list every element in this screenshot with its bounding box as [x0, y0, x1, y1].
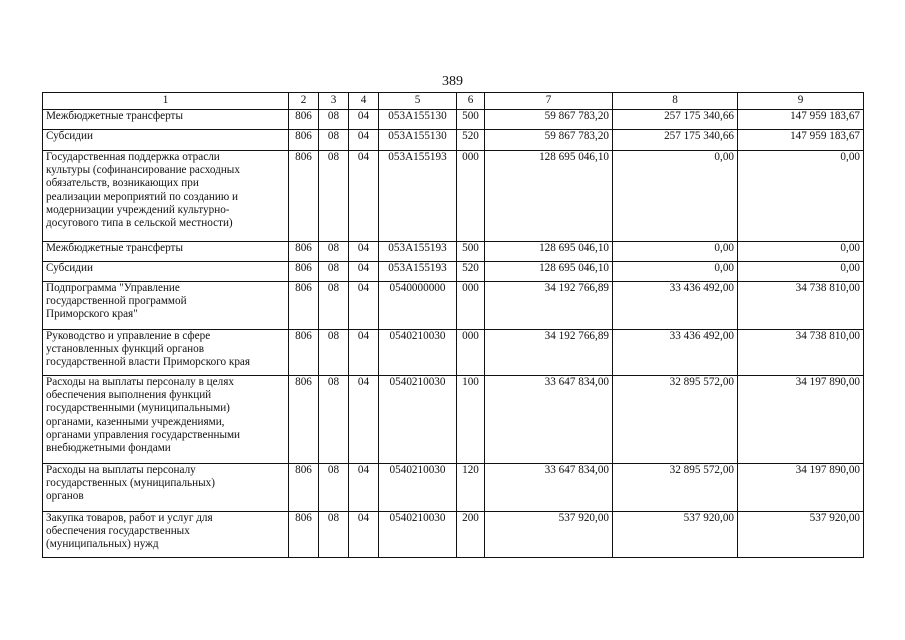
row-amount-7: 59 867 783,20 — [485, 130, 613, 151]
row-amount-9: 34 197 890,00 — [738, 464, 864, 512]
row-name: Закупка товаров, работ и услуг для обеспечения государственных (муниципальных) нужд — [43, 512, 289, 558]
row-name: Государственная поддержка отрасли культуры (софинансирование расходных обязательств, возникающих при реализации мероприятий по созданию и модернизации учреждений культурно- досугового типа в сельской местности) — [43, 151, 289, 242]
row-code-4: 04 — [349, 282, 379, 330]
row-code-6: 500 — [457, 110, 485, 130]
header-cell: 8 — [613, 93, 738, 110]
header-cell: 6 — [457, 93, 485, 110]
table-row — [43, 464, 864, 512]
table-row — [43, 512, 864, 558]
row-code-5: 0540210030 — [379, 464, 457, 512]
row-amount-7: 34 192 766,89 — [485, 282, 613, 330]
row-name: Руководство и управление в сфере установленных функций органов государственной власти Приморского края — [43, 330, 289, 376]
row-amount-7: 128 695 046,10 — [485, 262, 613, 282]
table-row — [43, 282, 864, 330]
row-amount-9: 0,00 — [738, 242, 864, 262]
row-code-6: 200 — [457, 512, 485, 558]
row-code-3: 08 — [319, 330, 349, 376]
row-code-5: 0540000000 — [379, 282, 457, 330]
row-code-2: 806 — [289, 464, 319, 512]
row-code-3: 08 — [319, 242, 349, 262]
row-code-6: 000 — [457, 330, 485, 376]
row-amount-7: 33 647 834,00 — [485, 376, 613, 464]
row-code-3: 08 — [319, 464, 349, 512]
header-cell: 7 — [485, 93, 613, 110]
row-amount-9: 0,00 — [738, 262, 864, 282]
table-row — [43, 330, 864, 376]
row-amount-8: 257 175 340,66 — [613, 110, 738, 130]
row-name: Субсидии — [43, 262, 289, 282]
row-amount-9: 34 738 810,00 — [738, 330, 864, 376]
row-name: Расходы на выплаты персоналу в целях обеспечения выполнения функций государственными (муниципальными) органами, казенными учреждениями, органами управления государственными внебюджетными фондами — [43, 376, 289, 464]
row-name: Подпрограмма "Управление государственной программой Приморского края" — [43, 282, 289, 330]
row-amount-8: 0,00 — [613, 151, 738, 242]
row-code-4: 04 — [349, 110, 379, 130]
row-code-3: 08 — [319, 262, 349, 282]
row-code-6: 500 — [457, 242, 485, 262]
row-code-4: 04 — [349, 464, 379, 512]
row-code-4: 04 — [349, 330, 379, 376]
row-code-2: 806 — [289, 330, 319, 376]
row-code-2: 806 — [289, 151, 319, 242]
row-code-2: 806 — [289, 110, 319, 130]
row-name: Расходы на выплаты персоналу государственных (муниципальных) органов — [43, 464, 289, 512]
row-amount-7: 128 695 046,10 — [485, 151, 613, 242]
row-code-2: 806 — [289, 512, 319, 558]
row-code-6: 100 — [457, 376, 485, 464]
page-number: 389 — [442, 74, 463, 89]
row-name: Субсидии — [43, 130, 289, 151]
row-code-5: 0540210030 — [379, 376, 457, 464]
row-code-3: 08 — [319, 376, 349, 464]
header-cell: 1 — [43, 93, 289, 110]
row-code-5: 0540210030 — [379, 512, 457, 558]
header-cell: 2 — [289, 93, 319, 110]
row-amount-9: 34 197 890,00 — [738, 376, 864, 464]
row-code-2: 806 — [289, 262, 319, 282]
header-cell: 9 — [738, 93, 864, 110]
row-code-4: 04 — [349, 512, 379, 558]
row-amount-8: 537 920,00 — [613, 512, 738, 558]
row-code-2: 806 — [289, 242, 319, 262]
table-row — [43, 262, 864, 282]
row-amount-9: 537 920,00 — [738, 512, 864, 558]
row-amount-7: 33 647 834,00 — [485, 464, 613, 512]
row-code-3: 08 — [319, 110, 349, 130]
row-code-2: 806 — [289, 376, 319, 464]
budget-table — [42, 92, 864, 558]
row-amount-7: 128 695 046,10 — [485, 242, 613, 262]
row-code-3: 08 — [319, 512, 349, 558]
row-amount-7: 59 867 783,20 — [485, 110, 613, 130]
table-row — [43, 130, 864, 151]
table-row — [43, 242, 864, 262]
row-code-4: 04 — [349, 376, 379, 464]
row-code-5: 053А155130 — [379, 130, 457, 151]
row-code-3: 08 — [319, 130, 349, 151]
row-code-3: 08 — [319, 151, 349, 242]
row-name: Межбюджетные трансферты — [43, 242, 289, 262]
row-code-4: 04 — [349, 262, 379, 282]
row-code-2: 806 — [289, 282, 319, 330]
row-amount-8: 257 175 340,66 — [613, 130, 738, 151]
row-amount-8: 32 895 572,00 — [613, 376, 738, 464]
table-row — [43, 376, 864, 464]
row-amount-9: 34 738 810,00 — [738, 282, 864, 330]
row-code-6: 000 — [457, 282, 485, 330]
table-row — [43, 110, 864, 130]
row-code-5: 0540210030 — [379, 330, 457, 376]
row-code-5: 053А155193 — [379, 151, 457, 242]
row-code-6: 000 — [457, 151, 485, 242]
row-code-3: 08 — [319, 282, 349, 330]
row-code-6: 520 — [457, 130, 485, 151]
row-amount-9: 147 959 183,67 — [738, 110, 864, 130]
row-code-6: 120 — [457, 464, 485, 512]
row-code-4: 04 — [349, 130, 379, 151]
table-header-row — [43, 93, 864, 110]
row-amount-7: 34 192 766,89 — [485, 330, 613, 376]
row-amount-8: 32 895 572,00 — [613, 464, 738, 512]
row-code-6: 520 — [457, 262, 485, 282]
row-name: Межбюджетные трансферты — [43, 110, 289, 130]
row-amount-8: 0,00 — [613, 262, 738, 282]
row-code-4: 04 — [349, 242, 379, 262]
row-amount-8: 33 436 492,00 — [613, 282, 738, 330]
header-cell: 5 — [379, 93, 457, 110]
row-amount-8: 0,00 — [613, 242, 738, 262]
row-code-5: 053А155193 — [379, 262, 457, 282]
table-row — [43, 151, 864, 242]
header-cell: 3 — [319, 93, 349, 110]
row-code-5: 053А155193 — [379, 242, 457, 262]
row-amount-9: 0,00 — [738, 151, 864, 242]
row-amount-8: 33 436 492,00 — [613, 330, 738, 376]
row-amount-7: 537 920,00 — [485, 512, 613, 558]
row-amount-9: 147 959 183,67 — [738, 130, 864, 151]
row-code-4: 04 — [349, 151, 379, 242]
row-code-5: 053А155130 — [379, 110, 457, 130]
header-cell: 4 — [349, 93, 379, 110]
row-code-2: 806 — [289, 130, 319, 151]
